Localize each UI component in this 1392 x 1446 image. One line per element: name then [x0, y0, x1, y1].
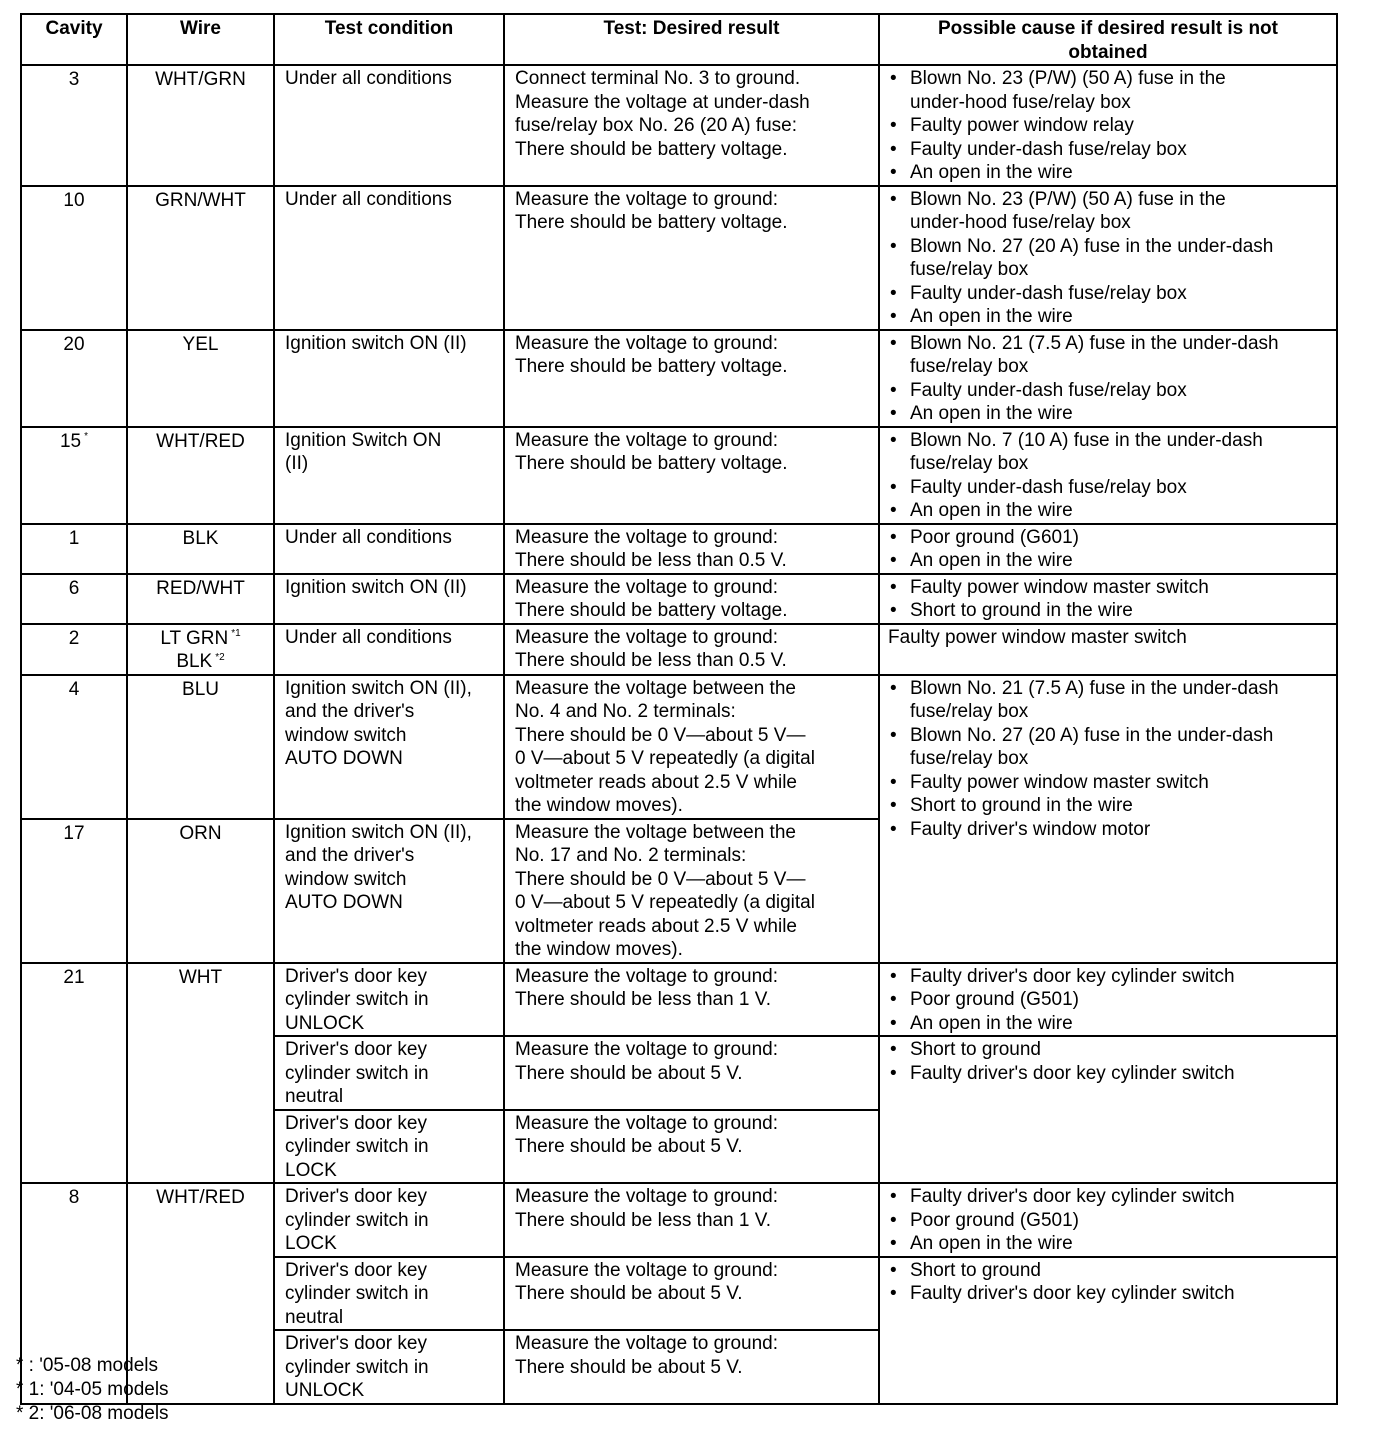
cause-list — [880, 428, 1336, 523]
table-row — [21, 963, 1337, 1037]
cavity-number: 1 — [68, 527, 80, 549]
result-text: Measure the voltage to ground: — [515, 1259, 779, 1281]
wire-color: WHT/GRN — [155, 69, 246, 90]
desired-result-cell — [504, 675, 879, 819]
cause-text: • Faulty power window master switch — [910, 576, 1209, 598]
condition-text: Driver's door key — [285, 1186, 427, 1207]
result-text: There should be less than 1 V. — [515, 989, 771, 1010]
cause-item — [888, 161, 1332, 185]
test-condition-cell — [274, 65, 504, 186]
condition-text: Ignition Switch ON — [285, 429, 442, 451]
result-text: Measure the voltage at under-dash — [515, 91, 810, 113]
wire-line — [128, 527, 273, 551]
cause-text: fuse/relay box — [910, 748, 1029, 769]
footnotes — [16, 1354, 169, 1426]
wire-cell — [127, 624, 274, 675]
cause-text: • An open in the wire — [910, 306, 1073, 327]
table-row — [21, 330, 1337, 427]
desired-result-cell — [504, 963, 879, 1037]
possible-cause-cell — [879, 186, 1337, 330]
header-wire: Wire — [127, 14, 274, 65]
cause-text: • Short to ground — [910, 1259, 1041, 1281]
condition-text: AUTO DOWN — [285, 748, 403, 769]
cavity-number: 20 — [63, 333, 85, 355]
cause-item — [888, 188, 1332, 235]
wire-line — [128, 577, 273, 601]
result-text: Measure the voltage to ground: — [515, 429, 779, 451]
wire-color: ORN — [179, 822, 222, 844]
result-text: Measure the voltage to ground: — [515, 1333, 779, 1354]
cause-item — [888, 67, 1332, 114]
wire-cell — [127, 524, 274, 574]
cause-text: • Poor ground (G601) — [910, 526, 1079, 548]
result-text: Measure the voltage to ground: — [515, 626, 779, 648]
cause-item — [888, 332, 1332, 379]
desired-result-cell — [504, 1036, 879, 1110]
cavity-number: 6 — [68, 577, 80, 599]
desired-result-cell — [504, 524, 879, 574]
cause-list — [880, 575, 1336, 623]
possible-cause-cell — [879, 330, 1337, 427]
wire-footnote-mark: *2 — [215, 651, 225, 663]
result-text: Measure the voltage to ground: — [515, 526, 779, 548]
test-condition-cell — [274, 427, 504, 524]
cause-item — [888, 476, 1332, 500]
possible-cause-cell — [879, 1257, 1337, 1404]
cause-text: • Blown No. 7 (10 A) fuse in the under-dash — [910, 429, 1263, 451]
cause-item — [888, 965, 1332, 989]
header-test-condition: Test condition — [274, 14, 504, 65]
wire-line — [128, 627, 273, 651]
header-possible-cause — [879, 14, 1337, 65]
table-row — [21, 624, 1337, 675]
cause-item — [888, 526, 1332, 550]
cause-text: • An open in the wire — [910, 1233, 1073, 1254]
cause-text: under-hood fuse/relay box — [910, 212, 1131, 233]
wire-line — [128, 333, 273, 357]
wire-cell — [127, 65, 274, 186]
possible-cause-cell — [879, 1036, 1337, 1183]
cause-item — [888, 379, 1332, 403]
possible-cause-cell — [879, 963, 1337, 1037]
condition-text: and the driver's — [285, 701, 415, 722]
cause-text: • Faulty under-dash fuse/relay box — [910, 138, 1187, 160]
wire-cell — [127, 574, 274, 624]
test-table — [20, 13, 1338, 1405]
cause-item — [888, 988, 1332, 1012]
condition-text: neutral — [285, 1306, 344, 1328]
desired-result-cell — [504, 186, 879, 330]
condition-text: LOCK — [285, 1159, 337, 1181]
cause-item — [888, 305, 1332, 329]
cause-text: • Faulty power window relay — [910, 115, 1134, 136]
condition-text: Driver's door key — [285, 965, 427, 987]
table-body — [21, 65, 1337, 1404]
result-text: fuse/relay box No. 26 (20 A) fuse: — [515, 115, 797, 136]
test-condition-cell — [274, 1036, 504, 1110]
cause-text: • Faulty under-dash fuse/relay box — [910, 476, 1187, 498]
desired-result-cell — [504, 427, 879, 524]
cause-text: • Short to ground — [910, 1039, 1041, 1060]
result-text: Measure the voltage between the — [515, 677, 796, 699]
result-text: There should be about 5 V. — [515, 1062, 743, 1084]
cause-text: • An open in the wire — [910, 162, 1073, 183]
condition-text: UNLOCK — [285, 1380, 365, 1401]
desired-result-cell — [504, 65, 879, 186]
test-condition-cell — [274, 819, 504, 963]
wire-color: RED/WHT — [156, 577, 245, 599]
desired-result-cell — [504, 330, 879, 427]
wire-line — [128, 189, 273, 213]
header-row — [21, 14, 1337, 65]
cavity-number: 17 — [63, 822, 85, 844]
test-condition-cell — [274, 1330, 504, 1404]
cause-text: fuse/relay box — [910, 356, 1029, 377]
result-text: Measure the voltage to ground: — [515, 965, 779, 987]
condition-text: Under all conditions — [285, 188, 452, 210]
desired-result-cell — [504, 1183, 879, 1257]
wire-line — [128, 68, 273, 92]
cause-text: • Poor ground (G501) — [910, 989, 1079, 1010]
footnote: * 1: '04-05 models — [16, 1379, 169, 1400]
possible-cause-cell — [879, 574, 1337, 624]
cavity-cell — [21, 186, 127, 330]
wire-color: YEL — [182, 333, 219, 355]
condition-text: (II) — [285, 453, 309, 474]
table-row — [21, 1183, 1337, 1257]
wire-line — [128, 822, 273, 846]
cause-item — [888, 818, 1332, 842]
cavity-cell — [21, 963, 127, 1184]
cause-item — [888, 1232, 1332, 1256]
wire-line — [128, 650, 273, 674]
condition-text: Driver's door key — [285, 1333, 427, 1354]
result-text: voltmeter reads about 2.5 V while — [515, 915, 797, 937]
cause-list — [880, 964, 1336, 1036]
result-text: Measure the voltage to ground: — [515, 576, 779, 598]
cause-text: fuse/relay box — [910, 453, 1029, 474]
result-text: There should be less than 0.5 V. — [515, 650, 787, 671]
cause-list — [880, 1037, 1336, 1085]
cause-item — [888, 1038, 1332, 1062]
wire-color: BLU — [182, 678, 219, 700]
cause-list — [880, 676, 1336, 842]
test-condition-cell — [274, 1183, 504, 1257]
cavity-cell — [21, 65, 127, 186]
cause-text: • Short to ground in the wire — [910, 600, 1133, 621]
condition-text: LOCK — [285, 1233, 337, 1254]
cause-item — [888, 114, 1332, 138]
cavity-cell — [21, 675, 127, 819]
condition-text: cylinder switch in — [285, 1062, 429, 1084]
wire-cell — [127, 819, 274, 963]
footnote: * 2: '06-08 models — [16, 1403, 169, 1424]
desired-result-cell — [504, 1110, 879, 1184]
cause-text: under-hood fuse/relay box — [910, 91, 1131, 113]
wire-line — [128, 1186, 273, 1210]
cause-item — [888, 1209, 1332, 1233]
cause-text: • Short to ground in the wire — [910, 795, 1133, 816]
wire-cell — [127, 186, 274, 330]
condition-text: cylinder switch in — [285, 1283, 429, 1304]
result-text: Measure the voltage to ground: — [515, 188, 779, 210]
condition-text: cylinder switch in — [285, 1209, 429, 1231]
result-text: There should be battery voltage. — [515, 356, 788, 377]
cavity-number: 4 — [68, 678, 80, 700]
cause-item — [888, 499, 1332, 523]
cause-item — [888, 235, 1332, 282]
desired-result-cell — [504, 1257, 879, 1331]
cause-text: • An open in the wire — [910, 500, 1073, 521]
cavity-number: 3 — [68, 69, 80, 90]
test-condition-cell — [274, 574, 504, 624]
cause-text: • Poor ground (G501) — [910, 1209, 1079, 1231]
result-text: There should be battery voltage. — [515, 600, 788, 621]
wire-line — [128, 430, 273, 454]
condition-text: Driver's door key — [285, 1112, 427, 1134]
possible-cause-cell — [879, 427, 1337, 524]
wire-color: WHT/RED — [156, 430, 245, 452]
wire-color: WHT — [178, 966, 223, 988]
possible-cause-cell — [879, 624, 1337, 675]
cause-text: fuse/relay box — [910, 259, 1029, 280]
result-text: Measure the voltage between the — [515, 821, 796, 843]
result-text: There should be battery voltage. — [515, 138, 788, 160]
result-text: There should be battery voltage. — [515, 212, 788, 233]
result-text: voltmeter reads about 2.5 V while — [515, 771, 797, 793]
result-text: No. 4 and No. 2 terminals: — [515, 701, 736, 722]
wire-cell — [127, 675, 274, 819]
result-text: There should be about 5 V. — [515, 1283, 743, 1304]
condition-text: Ignition switch ON (II), — [285, 821, 472, 843]
cause-text: • An open in the wire — [910, 403, 1073, 424]
cause-text: • Faulty driver's door key cylinder switch — [910, 1283, 1235, 1304]
cavity-number: 10 — [63, 189, 85, 211]
result-text: There should be about 5 V. — [515, 1356, 743, 1378]
cause-text: • Faulty driver's door key cylinder switch — [910, 1186, 1235, 1207]
condition-text: cylinder switch in — [285, 1356, 429, 1378]
cause-item — [888, 1259, 1332, 1283]
cause-text: • Faulty driver's window motor — [910, 818, 1151, 840]
cavity-cell — [21, 574, 127, 624]
cause-text: Faulty power window master switch — [888, 626, 1187, 648]
possible-cause-cell — [879, 675, 1337, 963]
wire-cell — [127, 330, 274, 427]
condition-text: window switch — [285, 724, 407, 746]
result-text: There should be less than 1 V. — [515, 1209, 771, 1231]
result-text: Measure the voltage to ground: — [515, 1186, 779, 1207]
cause-item — [888, 1062, 1332, 1086]
cause-text: • Faulty driver's door key cylinder switch — [910, 1062, 1235, 1084]
cavity-number: 8 — [68, 1187, 80, 1208]
cause-text: • Blown No. 23 (P/W) (50 A) fuse in the — [910, 188, 1226, 210]
wire-color: GRN/WHT — [155, 189, 246, 211]
cause-list — [880, 66, 1336, 185]
cause-item — [888, 1185, 1332, 1209]
condition-text: Driver's door key — [285, 1259, 427, 1281]
result-text: There should be about 5 V. — [515, 1136, 743, 1157]
cause-text: fuse/relay box — [910, 701, 1029, 722]
cavity-number: 15 — [59, 430, 82, 452]
possible-cause-cell — [879, 524, 1337, 574]
result-text: Measure the voltage to ground: — [515, 332, 779, 354]
condition-text: Driver's door key — [285, 1039, 427, 1060]
table-row — [21, 186, 1337, 330]
wire-line — [128, 966, 273, 990]
desired-result-cell — [504, 574, 879, 624]
cavity-cell — [21, 819, 127, 963]
cause-item — [888, 1012, 1332, 1036]
header-possible-cause-line: Possible cause if desired result is not — [937, 18, 1278, 39]
cavity-cell — [21, 524, 127, 574]
cause-item — [888, 282, 1332, 306]
cause-text: • Faulty power window master switch — [910, 771, 1209, 793]
cause-item — [888, 402, 1332, 426]
cause-item — [888, 599, 1332, 623]
header-possible-cause-line: obtained — [1068, 41, 1148, 63]
cause-text: • Faulty under-dash fuse/relay box — [910, 282, 1187, 304]
test-condition-cell — [274, 1110, 504, 1184]
condition-text: neutral — [285, 1086, 344, 1107]
condition-text: Under all conditions — [285, 526, 452, 548]
test-condition-cell — [274, 963, 504, 1037]
condition-text: Ignition switch ON (II) — [285, 332, 467, 354]
result-text: Measure the voltage to ground: — [515, 1112, 779, 1134]
test-condition-cell — [274, 186, 504, 330]
table-row — [21, 524, 1337, 574]
wire-cell — [127, 427, 274, 524]
cavity-cell — [21, 624, 127, 675]
test-condition-cell — [274, 330, 504, 427]
test-condition-cell — [274, 624, 504, 675]
possible-cause-cell — [879, 1183, 1337, 1257]
cause-item — [888, 724, 1332, 771]
cause-text: • Blown No. 23 (P/W) (50 A) fuse in the — [910, 68, 1226, 89]
result-text: the window moves). — [515, 795, 683, 816]
cause-text: • Blown No. 21 (7.5 A) fuse in the under-dash — [910, 677, 1279, 699]
cause-list — [880, 1258, 1336, 1306]
condition-text: Under all conditions — [285, 68, 452, 89]
condition-text: Under all conditions — [285, 626, 452, 648]
table-row — [21, 675, 1337, 819]
result-text: 0 V—about 5 V repeatedly (a digital — [515, 748, 815, 769]
test-condition-cell — [274, 1257, 504, 1331]
cavity-cell — [21, 330, 127, 427]
cavity-cell — [21, 427, 127, 524]
result-text: There should be less than 0.5 V. — [515, 550, 787, 571]
condition-text: Ignition switch ON (II), — [285, 677, 472, 699]
cause-item — [888, 549, 1332, 573]
wire-color: LT GRN — [160, 627, 229, 649]
table-row — [21, 65, 1337, 186]
result-text: There should be battery voltage. — [515, 453, 788, 474]
cause-item — [888, 677, 1332, 724]
result-text: the window moves). — [515, 939, 683, 960]
test-condition-cell — [274, 675, 504, 819]
cause-text: • Blown No. 21 (7.5 A) fuse in the under-dash — [910, 332, 1279, 354]
cause-item — [888, 576, 1332, 600]
cause-item — [888, 771, 1332, 795]
test-condition-cell — [274, 524, 504, 574]
result-text: 0 V—about 5 V repeatedly (a digital — [515, 892, 815, 913]
desired-result-cell — [504, 1330, 879, 1404]
condition-text: and the driver's — [285, 845, 415, 866]
result-text: Measure the voltage to ground: — [515, 1039, 779, 1060]
result-text: No. 17 and No. 2 terminals: — [515, 845, 747, 866]
wire-color: WHT/RED — [156, 1187, 245, 1208]
table-row — [21, 427, 1337, 524]
condition-text: window switch — [285, 868, 407, 890]
cause-text: • Faulty driver's door key cylinder switch — [910, 965, 1235, 987]
cause-text: • Blown No. 27 (20 A) fuse in the under-dash — [910, 724, 1274, 746]
cause-list — [880, 187, 1336, 329]
condition-text: UNLOCK — [285, 1012, 365, 1034]
condition-text: cylinder switch in — [285, 989, 429, 1010]
condition-text: AUTO DOWN — [285, 892, 403, 913]
cause-list — [880, 1184, 1336, 1256]
wire-cell — [127, 963, 274, 1184]
header-desired-result: Test: Desired result — [504, 14, 879, 65]
footnote: * : '05-08 models — [16, 1355, 158, 1376]
cause-text: • Faulty under-dash fuse/relay box — [910, 379, 1187, 401]
cause-list — [880, 331, 1336, 426]
cause-item — [888, 794, 1332, 818]
result-text: Connect terminal No. 3 to ground. — [515, 68, 801, 89]
result-text: There should be 0 V—about 5 V— — [515, 868, 806, 890]
desired-result-cell — [504, 624, 879, 675]
wire-line — [128, 678, 273, 702]
cause-item — [888, 1282, 1332, 1306]
wire-color: BLK — [182, 527, 219, 549]
cavity-number: 21 — [63, 966, 85, 988]
cavity-number: 2 — [68, 627, 80, 649]
cause-list — [880, 525, 1336, 573]
table-row — [21, 574, 1337, 624]
cause-text: • Blown No. 27 (20 A) fuse in the under-dash — [910, 235, 1274, 257]
cause-text: • An open in the wire — [910, 550, 1073, 571]
wire-color: BLK — [176, 651, 213, 672]
cause-text: • An open in the wire — [910, 1012, 1073, 1034]
desired-result-cell — [504, 819, 879, 963]
cause-item — [888, 138, 1332, 162]
condition-text: cylinder switch in — [285, 1136, 429, 1157]
result-text: There should be 0 V—about 5 V— — [515, 724, 806, 746]
cause-item — [888, 429, 1332, 476]
condition-text: Ignition switch ON (II) — [285, 576, 467, 598]
header-cavity: Cavity — [21, 14, 127, 65]
possible-cause-cell — [879, 65, 1337, 186]
cavity-footnote-mark: * — [84, 431, 89, 443]
wire-footnote-mark: *1 — [231, 628, 241, 640]
